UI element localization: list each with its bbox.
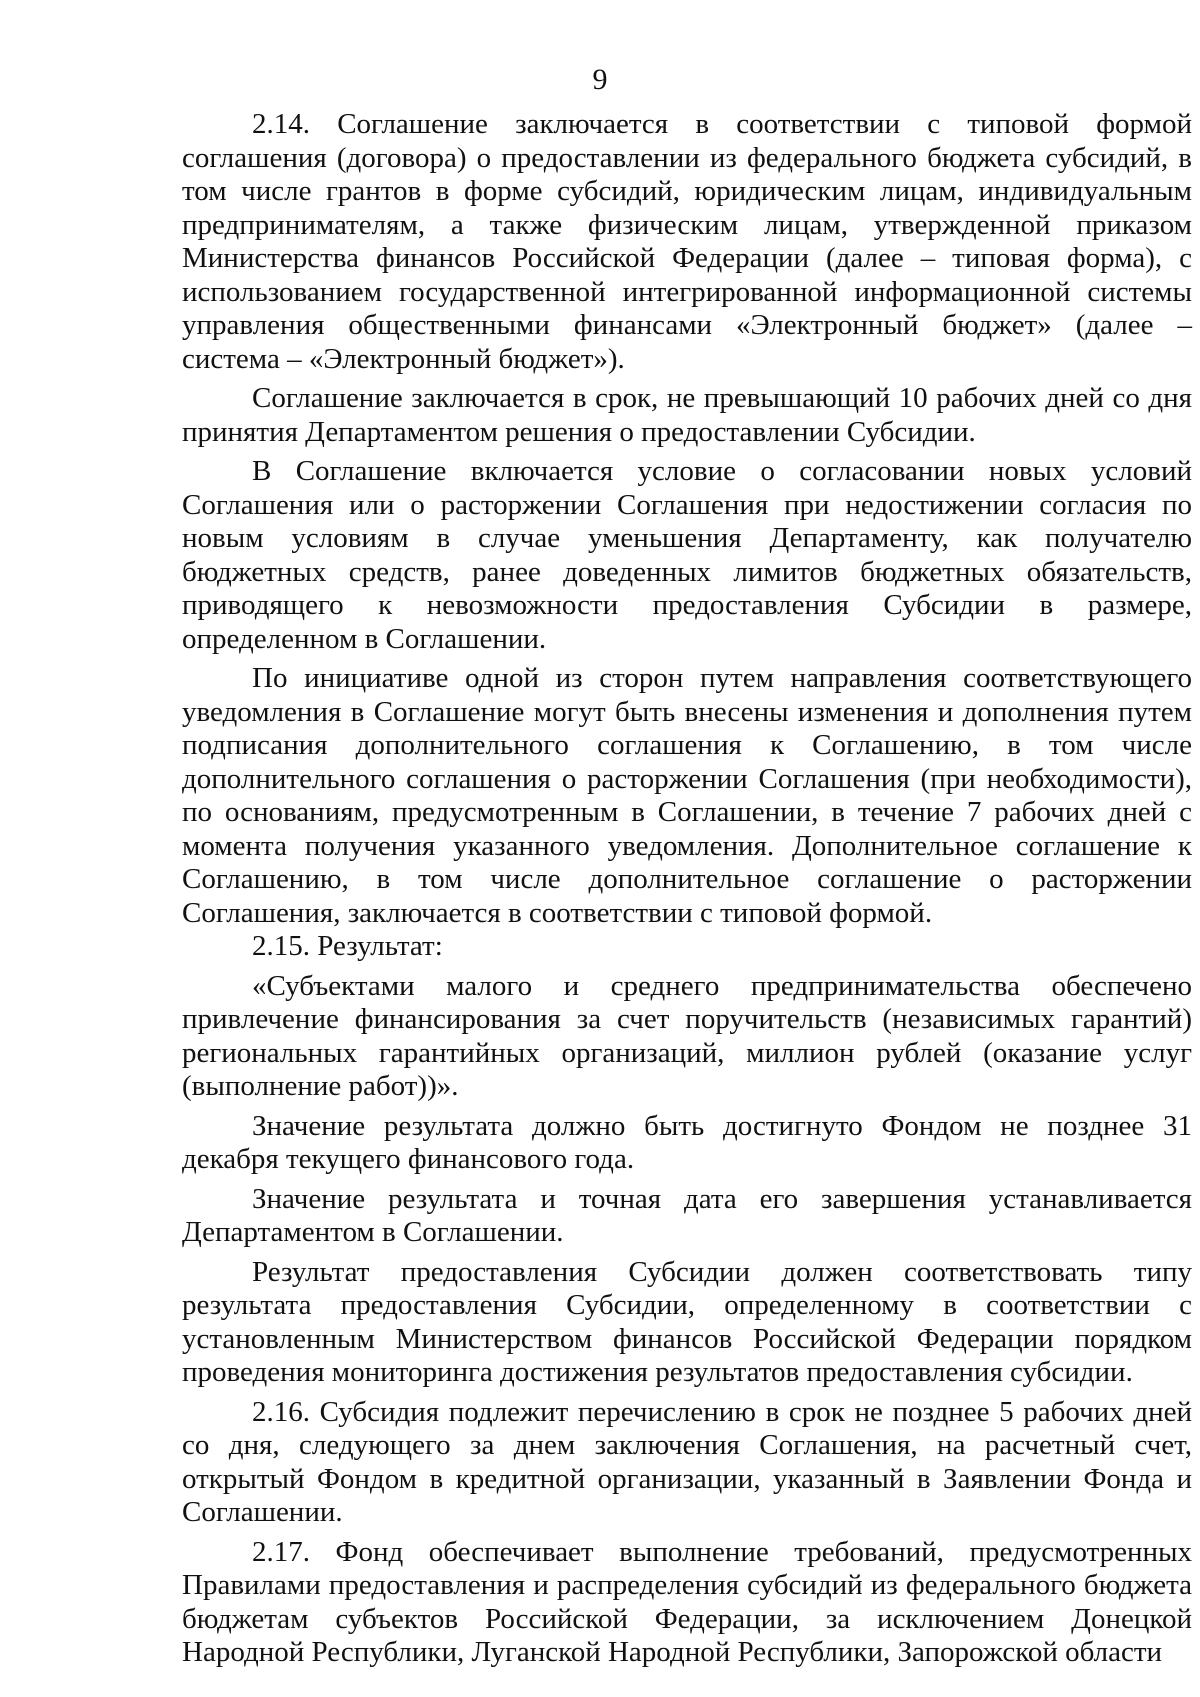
paragraph-agreement-term: Соглашение заключается в срок, не превышающий 10 рабочих дней со дня принятия Департаментом решения о предоставлении Субсидии. [182, 382, 1192, 448]
paragraph-result-type: Результат предоставления Субсидии должен соответствовать типу результата предоставления Субсидии, определенному в соответствии с установленным Министерством финансов Российской Федерации порядком проведения мониторинга достижения результатов предоставления субсидии. [182, 1255, 1192, 1388]
paragraph-2-16: 2.16. Субсидия подлежит перечислению в срок не позднее 5 рабочих дней со дня, следующего за днем заключения Соглашения, на расчетный счет, открытый Фондом в кредитной организации, указанный в Заявлении Фонда и Соглашении. [182, 1395, 1192, 1528]
document-body [182, 108, 1192, 1670]
paragraph-new-conditions: В Соглашение включается условие о согласовании новых условий Соглашения или о расторжении Соглашения при недостижении согласия по новым условиям в случае уменьшения Департаменту, как получателю бюджетных средств, ранее доведенных лимитов бюджетных обязательств, приводящего к невозможности предоставления Субсидии в размере, определенном в Соглашении. [182, 455, 1192, 655]
paragraph-2-14: 2.14. Соглашение заключается в соответствии с типовой формой соглашения (договора) о предоставлении из федерального бюджета субсидий, в том числе грантов в форме субсидий, юридическим лицам, индивидуальным предпринимателям, а также физическим лицам, утвержденной приказом Министерства финансов Российской Федерации (далее – типовая форма), с использованием государственной интегрированной информационной системы управления общественными финансами «Электронный бюджет» (далее – система – «Электронный бюджет»). [182, 108, 1192, 375]
paragraph-result-deadline: Значение результата должно быть достигнуто Фондом не позднее 31 декабря текущего финансового года. [182, 1109, 1192, 1175]
paragraph-2-15-heading: 2.15. Результат: [252, 930, 443, 962]
paragraph-2-17: 2.17. Фонд обеспечивает выполнение требований, предусмотренных Правилами предоставления и распределения субсидий из федерального бюджета бюджетам субъектов Российской Федерации, за исключением Донецкой Народной Республики, Луганской Народной Республики, Запорожской области [182, 1535, 1192, 1668]
paragraph-result-value: Значение результата и точная дата его завершения устанавливается Департаментом в Соглашении. [182, 1182, 1192, 1248]
page-number: 9 [592, 63, 608, 96]
paragraph-result-quote: «Субъектами малого и среднего предпринимательства обеспечено привлечение финансирования за счет поручительств (независимых гарантий) региональных гарантийных организаций, миллион рублей (оказание услуг (выполнение работ))». [182, 969, 1192, 1102]
paragraph-amendments: По инициативе одной из сторон путем направления соответствующего уведомления в Соглашение могут быть внесены изменения и дополнения путем подписания дополнительного соглашения к Соглашению, в том числе дополнительного соглашения о расторжении Соглашения (при необходимости), по основаниям, предусмотренным в Соглашении, в течение 7 рабочих дней с момента получения указанного уведомления. Дополнительное соглашение к Соглашению, в том числе дополнительное соглашение о расторжении Соглашения, заключается в соответствии с типовой формой. [182, 662, 1192, 929]
